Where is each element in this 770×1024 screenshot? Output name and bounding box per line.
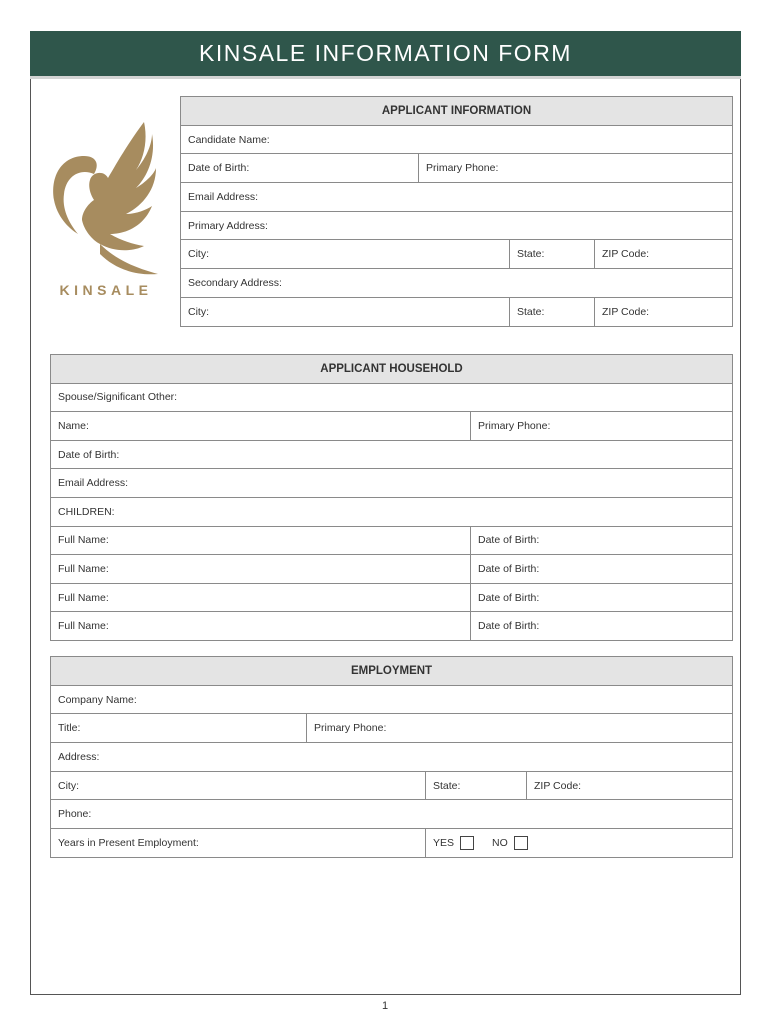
no-label: NO	[492, 836, 508, 849]
years-in-employment-field[interactable]: Years in Present Employment:	[51, 829, 426, 858]
section-header-employment: EMPLOYMENT	[51, 657, 733, 686]
child-date-of-birth-field[interactable]: Date of Birth:	[471, 583, 733, 612]
spouse-name-field[interactable]: Name:	[51, 412, 471, 441]
child-full-name-field[interactable]: Full Name:	[51, 526, 471, 555]
candidate-name-field[interactable]: Candidate Name:	[181, 125, 733, 154]
child-full-name-field[interactable]: Full Name:	[51, 583, 471, 612]
yes-label: YES	[433, 836, 455, 849]
secondary-city-field[interactable]: City:	[181, 297, 510, 326]
primary-phone-field[interactable]: Primary Phone:	[419, 154, 733, 183]
spouse-label: Spouse/Significant Other:	[51, 383, 733, 412]
spouse-email-address-field[interactable]: Email Address:	[51, 469, 733, 498]
phoenix-wing-icon	[44, 112, 168, 282]
employer-phone-field[interactable]: Phone:	[51, 800, 733, 829]
child-full-name-field[interactable]: Full Name:	[51, 555, 471, 584]
section-header-household: APPLICANT HOUSEHOLD	[51, 355, 733, 384]
zip-code-field[interactable]: ZIP Code:	[595, 240, 733, 269]
company-name-field[interactable]: Company Name:	[51, 685, 733, 714]
employer-address-field[interactable]: Address:	[51, 743, 733, 772]
no-checkbox[interactable]	[514, 836, 528, 850]
child-date-of-birth-field[interactable]: Date of Birth:	[471, 526, 733, 555]
yes-checkbox[interactable]	[460, 836, 474, 850]
applicant-household-table	[50, 354, 733, 641]
primary-address-field[interactable]: Primary Address:	[181, 211, 733, 240]
applicant-information-table	[180, 96, 733, 327]
form-title-bar	[30, 31, 741, 79]
email-address-field[interactable]: Email Address:	[181, 183, 733, 212]
section-header-applicant: APPLICANT INFORMATION	[181, 97, 733, 126]
children-label: CHILDREN:	[51, 497, 733, 526]
spouse-date-of-birth-field[interactable]: Date of Birth:	[51, 440, 733, 469]
employment-table	[50, 656, 733, 858]
city-field[interactable]: City:	[181, 240, 510, 269]
child-full-name-field[interactable]: Full Name:	[51, 612, 471, 641]
state-field[interactable]: State:	[510, 240, 595, 269]
employer-state-field[interactable]: State:	[426, 771, 527, 800]
employer-primary-phone-field[interactable]: Primary Phone:	[307, 714, 733, 743]
yes-no-cell	[426, 829, 733, 858]
child-date-of-birth-field[interactable]: Date of Birth:	[471, 612, 733, 641]
employer-city-field[interactable]: City:	[51, 771, 426, 800]
form-title: KINSALE INFORMATION FORM	[199, 40, 572, 66]
child-date-of-birth-field[interactable]: Date of Birth:	[471, 555, 733, 584]
secondary-state-field[interactable]: State:	[510, 297, 595, 326]
page-number: 1	[381, 1000, 389, 1012]
date-of-birth-field[interactable]: Date of Birth:	[181, 154, 419, 183]
job-title-field[interactable]: Title:	[51, 714, 307, 743]
employer-zip-code-field[interactable]: ZIP Code:	[527, 771, 733, 800]
kinsale-logo	[44, 112, 168, 302]
spouse-primary-phone-field[interactable]: Primary Phone:	[471, 412, 733, 441]
secondary-zip-code-field[interactable]: ZIP Code:	[595, 297, 733, 326]
secondary-address-field[interactable]: Secondary Address:	[181, 269, 733, 298]
logo-text: KINSALE	[59, 282, 153, 298]
